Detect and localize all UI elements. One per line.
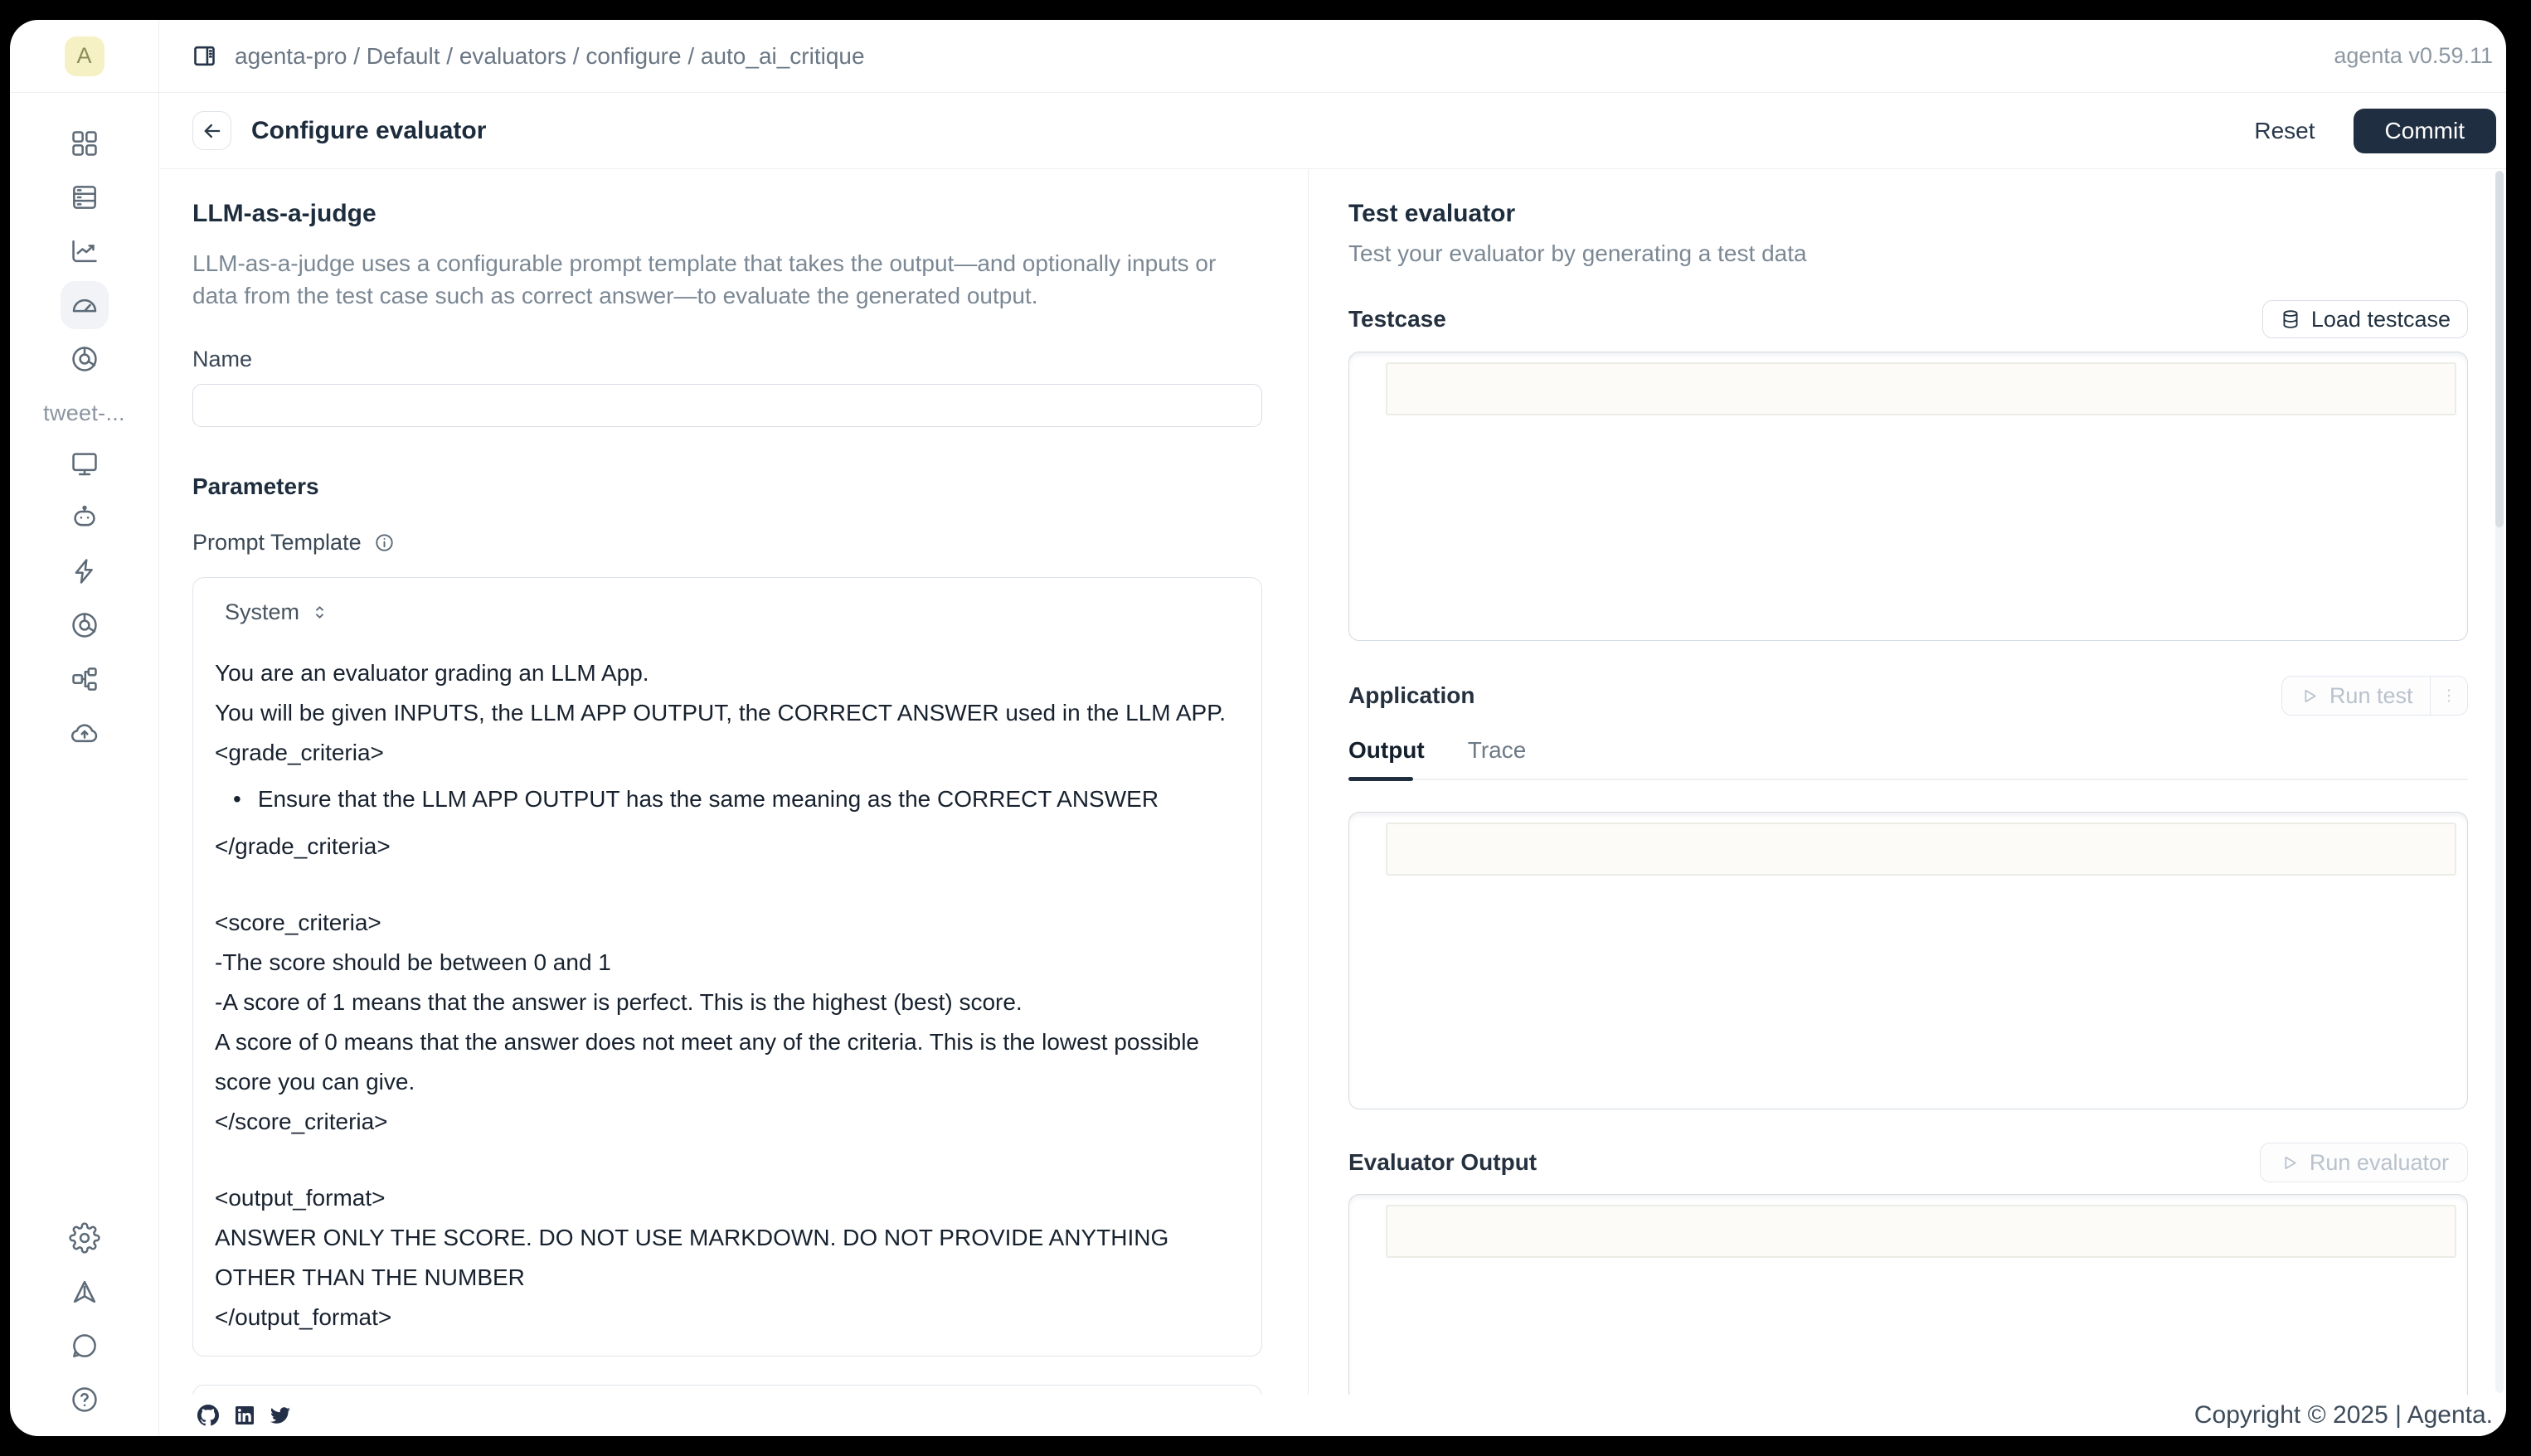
prompt-line: ANSWER ONLY THE SCORE. DO NOT USE MARKDOWN. DO NOT PROVIDE ANYTHING OTHER THAN THE NUMBER (215, 1225, 1169, 1290)
back-button[interactable] (192, 111, 231, 150)
prompt-line: A score of 0 means that the answer does not meet any of the criteria. This is the lowest possible score you can give. (215, 1029, 1199, 1094)
send-plane-icon (69, 1276, 100, 1308)
playground-monitor-icon (69, 448, 100, 479)
app-header (10, 20, 2506, 93)
evaluator-config-panel (159, 169, 1308, 1436)
prompt-line: -The score should be between 0 and 1 (215, 949, 611, 975)
prompt-line: </output_format> (215, 1304, 392, 1330)
info-icon[interactable] (373, 531, 396, 554)
page-scrollbar (2495, 171, 2504, 1393)
settings-gear-icon (69, 1222, 100, 1254)
help-circle-icon (69, 1384, 100, 1415)
app-window (10, 20, 2506, 1436)
prompt-template-box (192, 577, 1262, 1357)
active-tab-indicator (1348, 777, 1413, 781)
project-book-icon (191, 42, 218, 70)
sidebar-item-chat-bubble[interactable] (61, 1322, 109, 1370)
play-icon (2279, 1153, 2300, 1173)
sidebar-item-settings-gear[interactable] (61, 1214, 109, 1262)
evaluator-output-label: Evaluator Output (1348, 1149, 1538, 1175)
page-title: Configure evaluator (251, 116, 487, 144)
evaluator-description: LLM-as-a-judge uses a configurable prompt template that takes the output—and optionally inputs or data from the test case such as correct answer—to evaluate the generated output. (192, 250, 1217, 308)
prompt-template-editor[interactable] (213, 653, 1241, 1337)
traces-tree-icon (69, 663, 100, 695)
run-test-button[interactable]: Run test (2281, 676, 2468, 716)
run-test-menu-button[interactable] (2431, 677, 2467, 715)
name-label: Name (192, 347, 253, 371)
output-editor-line (1386, 823, 2456, 876)
prompt-line: <score_criteria> (215, 910, 381, 935)
prompt-line: </score_criteria> (215, 1109, 388, 1134)
sidebar-item-evaluations-gauge[interactable] (61, 281, 109, 329)
sidebar-bottom-nav (61, 1214, 109, 1429)
arrow-left-icon (201, 119, 224, 143)
sidebar-item-send-plane[interactable] (61, 1268, 109, 1316)
database-icon (2280, 308, 2301, 330)
testcase-editor-line (1386, 362, 2456, 415)
sidebar-item-registry-table[interactable] (61, 173, 109, 221)
sidebar-item-automations-lightning[interactable] (61, 547, 109, 595)
observability-chart-icon (69, 235, 100, 267)
sidebar-item-traces-tree[interactable] (61, 655, 109, 703)
prompt-line: You will be given INPUTS, the LLM APP OUTPUT, the CORRECT ANSWER used in the LLM APP. (215, 700, 1227, 726)
bot-icon (69, 502, 100, 533)
tab-output[interactable]: Output (1348, 737, 1425, 763)
avatar[interactable]: A (65, 36, 104, 76)
app-footer (159, 1395, 2506, 1436)
run-evaluator-button[interactable]: Run evaluator (2260, 1143, 2468, 1182)
prompt-line: You are an evaluator grading an LLM App. (215, 660, 649, 686)
testcase-editor[interactable] (1348, 352, 2468, 641)
play-icon (2299, 686, 2320, 706)
avatar-cell (10, 20, 159, 92)
output-trace-tabs (1348, 737, 2468, 764)
automations-lightning-icon (69, 556, 100, 587)
application-output-editor[interactable] (1348, 812, 2468, 1109)
sidebar-item-app-grid[interactable] (61, 119, 109, 167)
copyright-text: Copyright © 2025 | Agenta. (2193, 1401, 2493, 1429)
breadcrumb[interactable] (159, 20, 2334, 92)
evaluator-editor-line (1386, 1205, 2456, 1258)
prompt-line: </grade_criteria> (215, 833, 391, 859)
testcase-label: Testcase (1348, 306, 1446, 332)
github-icon[interactable] (197, 1405, 219, 1426)
sidebar-item-playground-monitor[interactable] (61, 439, 109, 488)
sidebar-item-deployments-cloud[interactable] (61, 709, 109, 757)
linkedin-icon[interactable] (236, 1406, 254, 1424)
prompt-line: <output_format> (215, 1185, 386, 1211)
prompt-line: <grade_criteria> (215, 740, 384, 765)
test-evaluator-subtitle: Test your evaluator by generating a test data (1348, 240, 1807, 266)
sidebar-item-reports-donut[interactable] (61, 335, 109, 383)
name-input[interactable] (192, 384, 1262, 427)
workspace-label[interactable]: tweet-... (43, 400, 125, 425)
load-testcase-button[interactable]: Load testcase (2262, 300, 2468, 338)
app-grid-icon (69, 128, 100, 159)
metrics-donut-icon (69, 609, 100, 641)
breadcrumb-text: agenta-pro / Default / evaluators / configure / auto_ai_critique (235, 42, 865, 69)
reports-donut-icon (69, 343, 100, 375)
application-label: Application (1348, 682, 1475, 708)
chat-bubble-icon (69, 1330, 100, 1361)
sidebar-item-bot[interactable] (61, 493, 109, 541)
prompt-template-label: Prompt Template (192, 530, 362, 555)
subheader (159, 93, 2506, 169)
deployments-cloud-icon (69, 717, 100, 749)
message-role-selector[interactable] (213, 599, 330, 625)
test-evaluator-title: Test evaluator (1348, 200, 1516, 227)
sidebar (10, 93, 159, 1436)
reset-button[interactable]: Reset (2249, 117, 2320, 145)
registry-table-icon (69, 182, 100, 213)
evaluator-title: LLM-as-a-judge (192, 200, 376, 227)
evaluations-gauge-icon (69, 289, 100, 321)
version-label: agenta v0.59.11 (2334, 43, 2493, 68)
test-evaluator-panel (1308, 169, 2506, 1436)
chevron-up-down-icon (309, 602, 330, 623)
sidebar-item-observability-chart[interactable] (61, 227, 109, 275)
social-links (197, 1405, 290, 1426)
parameters-label: Parameters (192, 473, 319, 499)
commit-button[interactable]: Commit (2354, 109, 2496, 153)
role-label: System (225, 599, 300, 624)
prompt-bullet-line: • Ensure that the LLM APP OUTPUT has the same meaning as the CORRECT ANSWER (233, 786, 1159, 812)
sidebar-item-metrics-donut[interactable] (61, 601, 109, 649)
prompt-line: -A score of 1 means that the answer is perfect. This is the highest (best) score. (215, 989, 1023, 1015)
tab-trace[interactable]: Trace (1467, 737, 1527, 763)
sidebar-item-help-circle[interactable] (61, 1376, 109, 1424)
tabs-track (1348, 779, 2468, 780)
twitter-icon[interactable] (270, 1405, 290, 1425)
scrollbar-thumb[interactable] (2495, 171, 2504, 527)
kebab-menu-icon (2439, 686, 2459, 706)
